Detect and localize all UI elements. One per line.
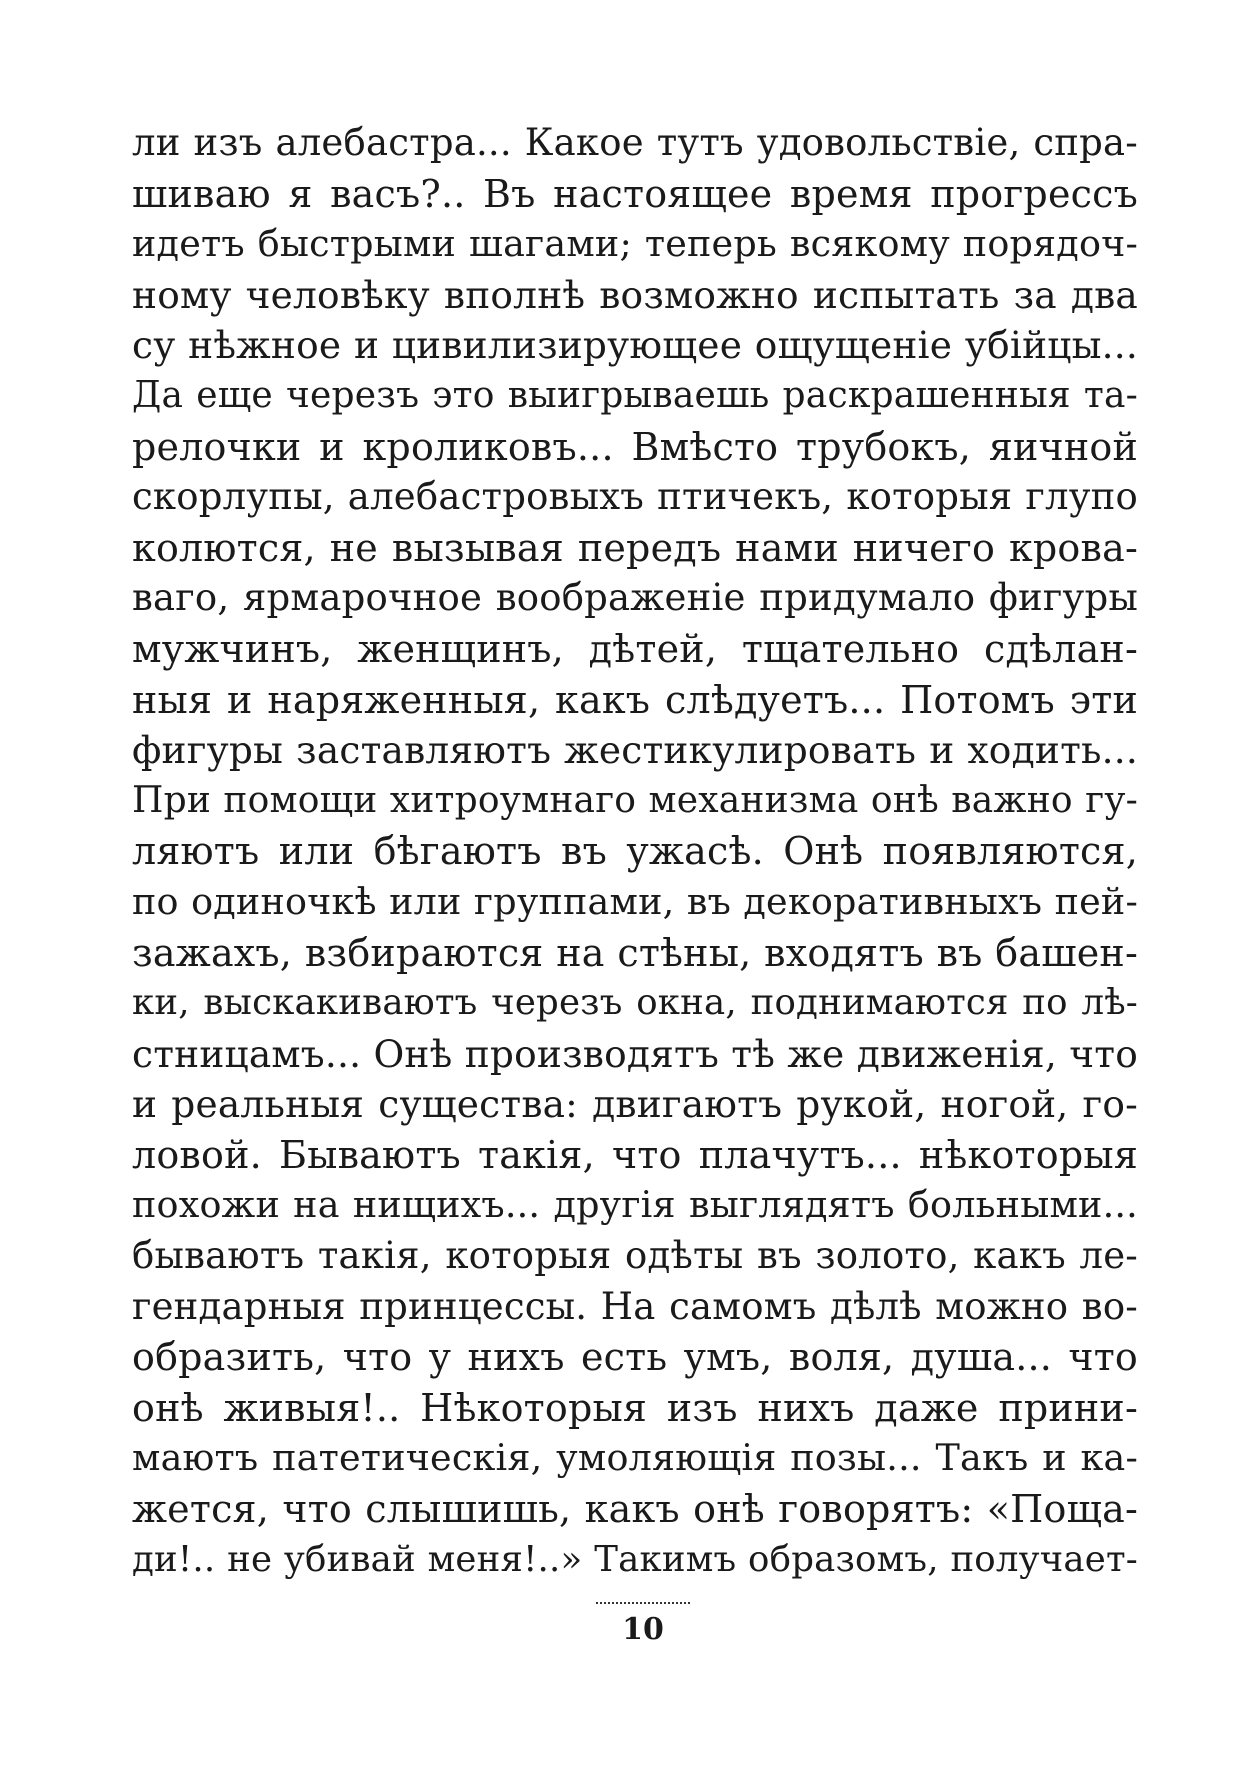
text-line: ваго, ярмарочное воображеніе придумало фигуры — [132, 576, 1138, 620]
text-line: похожи на нищихъ... другія выглядятъ больными... — [132, 1183, 1138, 1227]
text-line: образить, что у нихъ есть умъ, воля, душа... что — [132, 1335, 1138, 1380]
page-number: 10 — [622, 1612, 664, 1647]
text-line: ловой. Бываютъ такія, что плачутъ... нѣкоторыя — [132, 1132, 1138, 1177]
text-line: идетъ быстрыми шагами; теперь всякому порядоч- — [132, 222, 1138, 266]
text-line: гендарныя принцессы. На самомъ дѣлѣ можно во- — [132, 1284, 1138, 1328]
text-line: ди!.. не убивай меня!..» Такимъ образомъ, получает- — [132, 1538, 1138, 1580]
text-line: маютъ патетическія, умоляющія позы... Такъ и ка- — [132, 1436, 1138, 1480]
text-line: жется, что слышишь, какъ онѣ говорятъ: «Поща- — [132, 1487, 1138, 1532]
text-line: и реальныя существа: двигаютъ рукой, ногой, го- — [132, 1082, 1138, 1127]
text-line: ки, выскакиваютъ черезъ окна, поднимаются по лѣ- — [132, 982, 1138, 1024]
text-line: ли изъ алебастра... Какое тутъ удовольствіе, спра- — [132, 121, 1138, 164]
text-line: релочки и кроликовъ... Вмѣсто трубокъ, яичной — [132, 424, 1138, 469]
text-line: мужчинъ, женщинъ, дѣтей, тщательно сдѣлан- — [132, 626, 1138, 671]
text-line: Да еще черезъ это выигрываешь раскрашенныя та- — [132, 374, 1138, 416]
text-line: фигуры заставляютъ жестикулировать и ходить... — [132, 728, 1138, 773]
text-line: су нѣжное и цивилизирующее ощущеніе убійцы... — [132, 323, 1138, 368]
text-line: ляютъ или бѣгаютъ въ ужасѣ. Онѣ появляются, — [132, 829, 1138, 874]
text-line: ныя и наряженныя, какъ слѣдуетъ... Потомъ эти — [132, 677, 1138, 722]
text-line: ному человѣку вполнѣ возможно испытать за два — [132, 272, 1138, 317]
text-line: бываютъ такія, которыя одѣты въ золото, какъ ле- — [132, 1234, 1138, 1278]
text-line: скорлупы, алебастровыхъ птичекъ, которыя глупо — [132, 475, 1138, 519]
text-line: онѣ живыя!.. Нѣкоторыя изъ нихъ даже прини- — [132, 1385, 1138, 1430]
footer-separator — [596, 1602, 690, 1604]
text-line: шиваю я васъ?.. Въ настоящее время прогрессъ — [132, 171, 1138, 216]
text-line: по одиночкѣ или группами, въ декоративныхъ пей- — [132, 879, 1138, 923]
body-text — [132, 118, 1138, 1585]
text-line: При помощи хитроумнаго механизма онѣ важно гу- — [132, 779, 1138, 821]
text-line: колются, не вызывая передъ нами ничего крова- — [132, 525, 1138, 570]
text-line: стницамъ... Онѣ производятъ тѣ же движенія, что — [132, 1031, 1138, 1076]
text-line: зажахъ, взбираются на стѣны, входятъ въ башен- — [132, 930, 1138, 975]
